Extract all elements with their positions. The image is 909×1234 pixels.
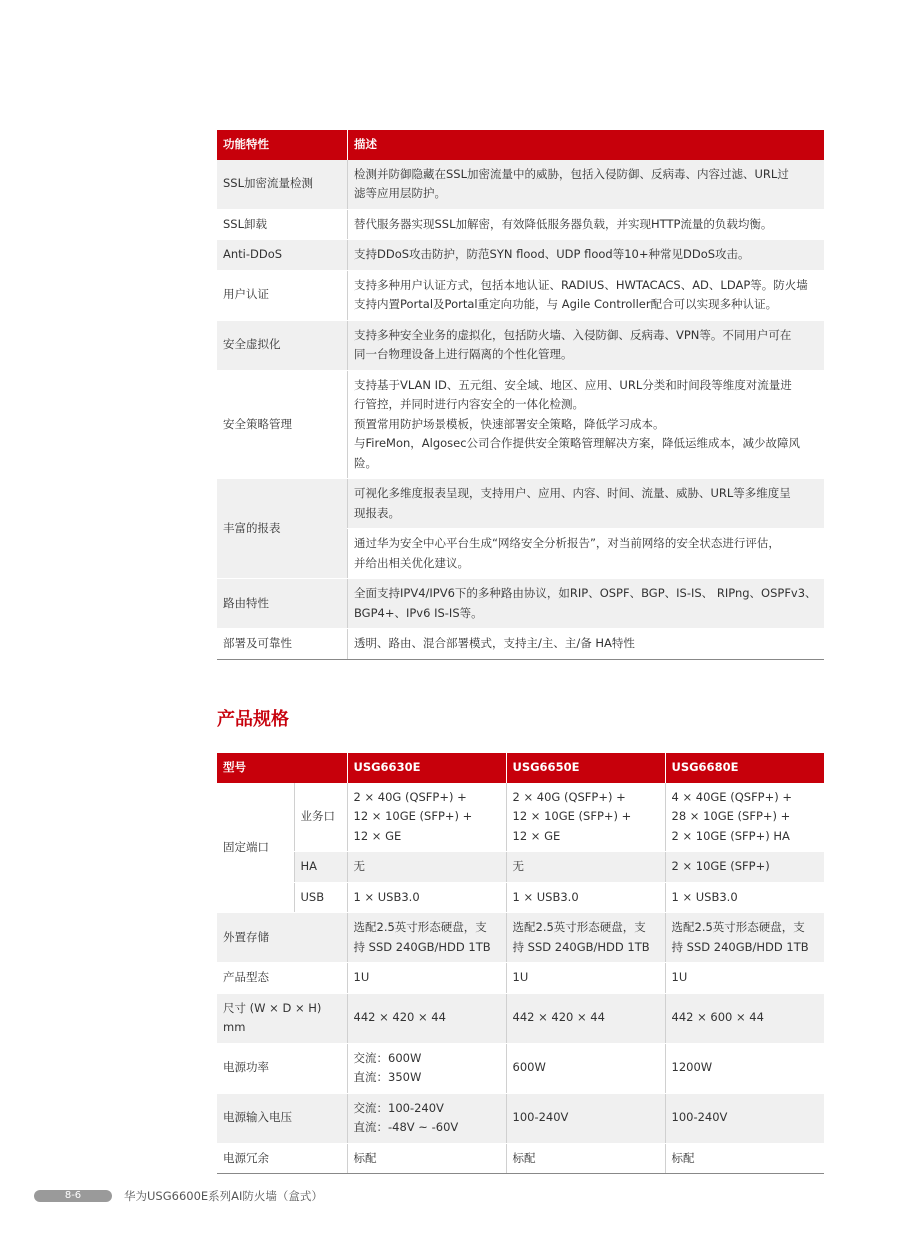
table-row xyxy=(217,240,824,271)
table-row xyxy=(217,479,824,529)
specs-table xyxy=(217,753,824,1174)
spec-cell: 2 × 40G (QSFP+) + 12 × 10GE (SFP+) + 12 × GE xyxy=(506,783,665,852)
usb-label: USB xyxy=(294,882,347,913)
table-row xyxy=(217,1093,824,1143)
table-row xyxy=(217,1043,824,1093)
feature-name: 安全虚拟化 xyxy=(217,320,348,370)
table-row xyxy=(217,160,824,210)
form-label: 产品型态 xyxy=(217,963,347,994)
spec-cell: 选配2.5英寸形态硬盘，支 持 SSD 240GB/HDD 1TB xyxy=(506,913,665,963)
specs-header-row xyxy=(217,753,824,783)
spec-cell: 4 × 40GE (QSFP+) + 28 × 10GE (SFP+) + 2 × 10GE (SFP+) HA xyxy=(665,783,824,852)
spec-cell: 1 × USB3.0 xyxy=(506,882,665,913)
table-row xyxy=(217,913,824,963)
feature-name: 安全策略管理 xyxy=(217,370,348,479)
features-header-row xyxy=(217,130,824,160)
feature-name: 用户认证 xyxy=(217,270,348,320)
feature-name: SSL加密流量检测 xyxy=(217,160,348,210)
spec-cell: 1U xyxy=(506,963,665,994)
header-feature: 功能特性 xyxy=(217,130,348,160)
voltage-label: 电源输入电压 xyxy=(217,1093,347,1143)
spec-cell: 1U xyxy=(347,963,506,994)
spec-cell: 标配 xyxy=(665,1143,824,1174)
spec-cell: 选配2.5英寸形态硬盘，支 持 SSD 240GB/HDD 1TB xyxy=(665,913,824,963)
header-description: 描述 xyxy=(348,130,825,160)
spec-cell: 442 × 600 × 44 xyxy=(665,993,824,1043)
feature-desc: 支持多种用户认证方式，包括本地认证、RADIUS、HWTACACS、AD、LDAP等。防火墙 支持内置Portal及Portal重定向功能，与 Agile Controller配合可以实现多种认证。 xyxy=(348,270,825,320)
spec-cell: 100-240V xyxy=(665,1093,824,1143)
header-model-2: USG6650E xyxy=(506,753,665,783)
feature-desc: 替代服务器实现SSL加解密，有效降低服务器负载，并实现HTTP流量的负载均衡。 xyxy=(348,209,825,240)
feature-name: 部署及可靠性 xyxy=(217,629,348,660)
table-row xyxy=(217,993,824,1043)
spec-cell: 交流：100-240V 直流：-48V ~ -60V xyxy=(347,1093,506,1143)
spec-cell: 无 xyxy=(506,852,665,883)
footer-doc-title: 华为USG6600E系列AI防火墙（盒式） xyxy=(124,1189,323,1203)
spec-cell: 1 × USB3.0 xyxy=(347,882,506,913)
header-model-1: USG6630E xyxy=(347,753,506,783)
business-port-label: 业务口 xyxy=(294,783,347,852)
feature-desc: 支持DDoS攻击防护，防范SYN flood、UDP flood等10+种常见DDoS攻击。 xyxy=(348,240,825,271)
spec-cell: 100-240V xyxy=(506,1093,665,1143)
table-row xyxy=(217,579,824,629)
section-title: 产品规格 xyxy=(217,709,289,730)
header-model: 型号 xyxy=(217,753,347,783)
features-table xyxy=(217,130,824,660)
feature-desc: 支持基于VLAN ID、五元组、安全域、地区、应用、URL分类和时间段等维度对流量进 行管控，并同时进行内容安全的一体化检测。 预置常用防护场景模板，快速部署安全策略，降低学习成本。 与FireMon，Algosec公司合作提供安全策略管理解决方案，降低运维成本，减少故障风险。 xyxy=(348,370,825,479)
spec-cell: 1200W xyxy=(665,1043,824,1093)
spec-cell: 600W xyxy=(506,1043,665,1093)
redundancy-label: 电源冗余 xyxy=(217,1143,347,1174)
power-label: 电源功率 xyxy=(217,1043,347,1093)
table-row xyxy=(217,963,824,994)
spec-cell: 交流：600W 直流：350W xyxy=(347,1043,506,1093)
feature-name: 丰富的报表 xyxy=(217,479,348,579)
table-row xyxy=(217,270,824,320)
table-row xyxy=(217,882,824,913)
feature-desc: 可视化多维度报表呈现，支持用户、应用、内容、时间、流量、威胁、URL等多维度呈 现报表。 xyxy=(348,479,825,529)
spec-cell: 1U xyxy=(665,963,824,994)
feature-name: SSL卸载 xyxy=(217,209,348,240)
ha-label: HA xyxy=(294,852,347,883)
feature-name: Anti-DDoS xyxy=(217,240,348,271)
spec-cell: 442 × 420 × 44 xyxy=(506,993,665,1043)
spec-cell: 无 xyxy=(347,852,506,883)
feature-desc: 通过华为安全中心平台生成“网络安全分析报告”，对当前网络的安全状态进行评估， 并给出相关优化建议。 xyxy=(348,529,825,579)
table-row xyxy=(217,783,824,852)
size-label: 尺寸 (W × D × H) mm xyxy=(217,993,347,1043)
table-row xyxy=(217,209,824,240)
feature-desc: 支持多种安全业务的虚拟化，包括防火墙、入侵防御、反病毒、VPN等。不同用户可在 同一台物理设备上进行隔离的个性化管理。 xyxy=(348,320,825,370)
spec-cell: 标配 xyxy=(347,1143,506,1174)
table-row xyxy=(217,852,824,883)
table-row xyxy=(217,320,824,370)
table-row xyxy=(217,1143,824,1174)
page-number-badge: 8-6 xyxy=(34,1190,112,1202)
spec-cell: 标配 xyxy=(506,1143,665,1174)
feature-desc: 透明、路由、混合部署模式，支持主/主、主/备 HA特性 xyxy=(348,629,825,660)
spec-cell: 选配2.5英寸形态硬盘，支 持 SSD 240GB/HDD 1TB xyxy=(347,913,506,963)
spec-cell: 2 × 10GE (SFP+) xyxy=(665,852,824,883)
spec-cell: 2 × 40G (QSFP+) + 12 × 10GE (SFP+) + 12 × GE xyxy=(347,783,506,852)
feature-desc: 全面支持IPV4/IPV6下的多种路由协议，如RIP、OSPF、BGP、IS-IS、 RIPng、OSPFv3、 BGP4+、IPv6 IS-IS等。 xyxy=(348,579,825,629)
table-row xyxy=(217,370,824,479)
spec-cell: 1 × USB3.0 xyxy=(665,882,824,913)
storage-label: 外置存储 xyxy=(217,913,347,963)
feature-desc: 检测并防御隐藏在SSL加密流量中的威胁，包括入侵防御、反病毒、内容过滤、URL过 滤等应用层防护。 xyxy=(348,160,825,210)
feature-name: 路由特性 xyxy=(217,579,348,629)
header-model-3: USG6680E xyxy=(665,753,824,783)
fixed-ports-label: 固定端口 xyxy=(217,783,294,913)
table-row xyxy=(217,629,824,660)
spec-cell: 442 × 420 × 44 xyxy=(347,993,506,1043)
